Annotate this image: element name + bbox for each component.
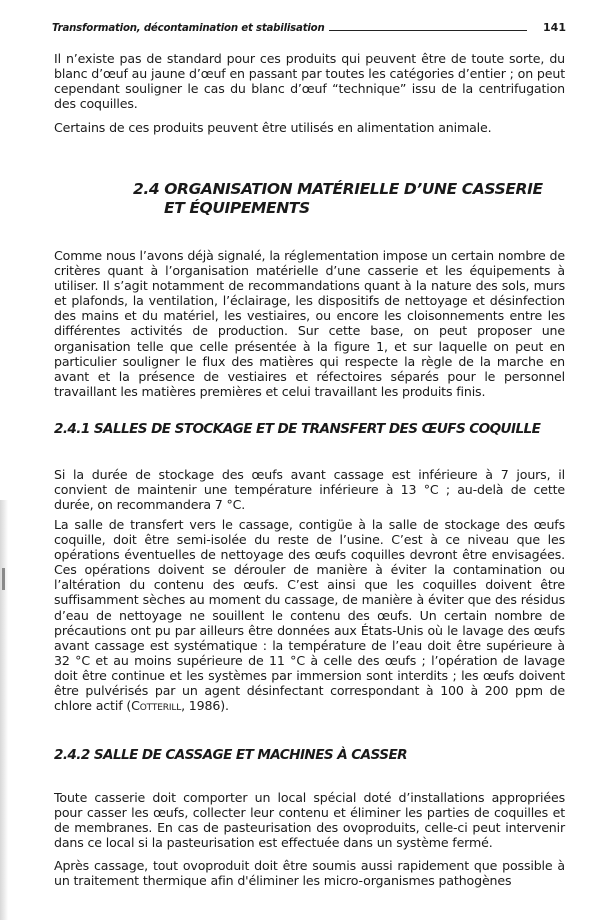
paragraph-text: Certains de ces produits peuvent être utilisés en alimentation animale.: [54, 120, 492, 135]
section-heading-2-4-1: 2.4.1 SALLES DE STOCKAGE ET DE TRANSFERT DES ŒUFS COQUILLE: [54, 421, 541, 437]
intro-paragraph-1: [54, 51, 565, 111]
heading-line-2: ET ÉQUIPEMENTS: [164, 199, 310, 217]
paragraph-text: Comme nous l’avons déjà signalé, la réglementation impose un certain nombre de critères quant à l’organisation matérielle d’une casserie et les équipements à utiliser. Il s’agit notamment de recommandations quant à la nature des sols, murs et plafonds, la ventilation, l’éclairage, les dispositifs de nettoyage et désinfection des mains et du matériel, les vestiaires, ou encore les cloisonnements entre les différentes activités de production. Sur cette base, on peut proposer une organisation telle que celle présentée à la figure 1, et sur laquelle on peut en particulier souligner le flux des matières qui respecte la règle de la marche en avant et la présence de vestiaires et réfectoires séparés pour le personnel travaillant les matières premières et celui travaillant les produits finis.: [54, 248, 565, 399]
section-2-4-paragraph: [54, 248, 565, 399]
intro-paragraph-2: [54, 120, 565, 135]
section-2-4-1-paragraph-1: [54, 467, 565, 512]
paragraph-text: Après cassage, tout ovoproduit doit être soumis aussi rapidement que possible à un traitement thermique afin d'éliminer les micro-organismes pathogènes: [54, 858, 565, 889]
running-head: [52, 16, 566, 34]
section-2-4-2-paragraph-1: [54, 790, 565, 850]
running-head-rule: [329, 30, 528, 31]
scan-artifact-mark: [2, 568, 5, 590]
citation-tail: , 1986).: [181, 698, 229, 714]
citation-author: Cotterill: [131, 698, 182, 714]
running-head-title: Transformation, décontamination et stabilisation: [52, 23, 325, 34]
section-heading-2-4-2: 2.4.2 SALLE DE CASSAGE ET MACHINES À CASSER: [54, 747, 407, 763]
paragraph-text: Toute casserie doit comporter un local spécial doté d’installations appropriées pour casser les œufs, collecter leur contenu et éliminer les parties de coquilles et de membranes. En cas de pasteurisation des ovoproduits, celle-ci peut intervenir dans ce local si la pasteurisation est effectuée dans un système fermé.: [54, 790, 565, 851]
section-heading-2-4: [133, 180, 543, 218]
paragraph-body: La salle de transfert vers le cassage, contigüe à la salle de stockage des œufs coquille, doit être semi-isolée du reste de l’usine. C’est à ce niveau que les opérations éventuelles de nettoyage des œufs coquilles devront être envisagées. Ces opérations doivent se dérouler de manière à éviter la contamination ou l’altération du contenu des œufs. C’est ainsi que les coquilles doivent être suffisamment sèches au moment du cassage, de manière à éviter que des résidus d’eau de nettoyage ne souillent le contenu des œufs. Un certain nombre de précautions ont pu par ailleurs être données aux États-Unis où le lavage des œufs avant cassage est systématique : la température de l’eau doit être supérieure à 32 °C et au moins supérieure de 11 °C à celle des œufs ; l’opération de lavage doit être continue et les systèmes par immersion sont interdits ; les œufs doivent être pulvérisés par un agent désinfectant correspondant à 100 à 200 ppm de chlore actif (: [54, 517, 565, 714]
paragraph-text: Il n’existe pas de standard pour ces produits qui peuvent être de toute sorte, du blanc d’œuf au jaune d’œuf en passant par toutes les catégories d’entier ; on peut cependant souligner le cas du blanc d’œuf “technique” issu de la centrifugation des coquilles.: [54, 51, 565, 112]
page-number: 141: [543, 21, 566, 34]
section-2-4-1-paragraph-2: [54, 517, 565, 713]
section-2-4-2-paragraph-2: [54, 858, 565, 888]
paragraph-text: [54, 517, 565, 713]
paragraph-text: Si la durée de stockage des œufs avant cassage est inférieure à 7 jours, il convient de maintenir une température inférieure à 13 °C ; au-delà de cette durée, on recommandera 7 °C.: [54, 467, 565, 513]
heading-line-1: 2.4 ORGANISATION MATÉRIELLE D’UNE CASSERIE: [133, 180, 543, 198]
scan-shadow-edge: [0, 500, 8, 920]
